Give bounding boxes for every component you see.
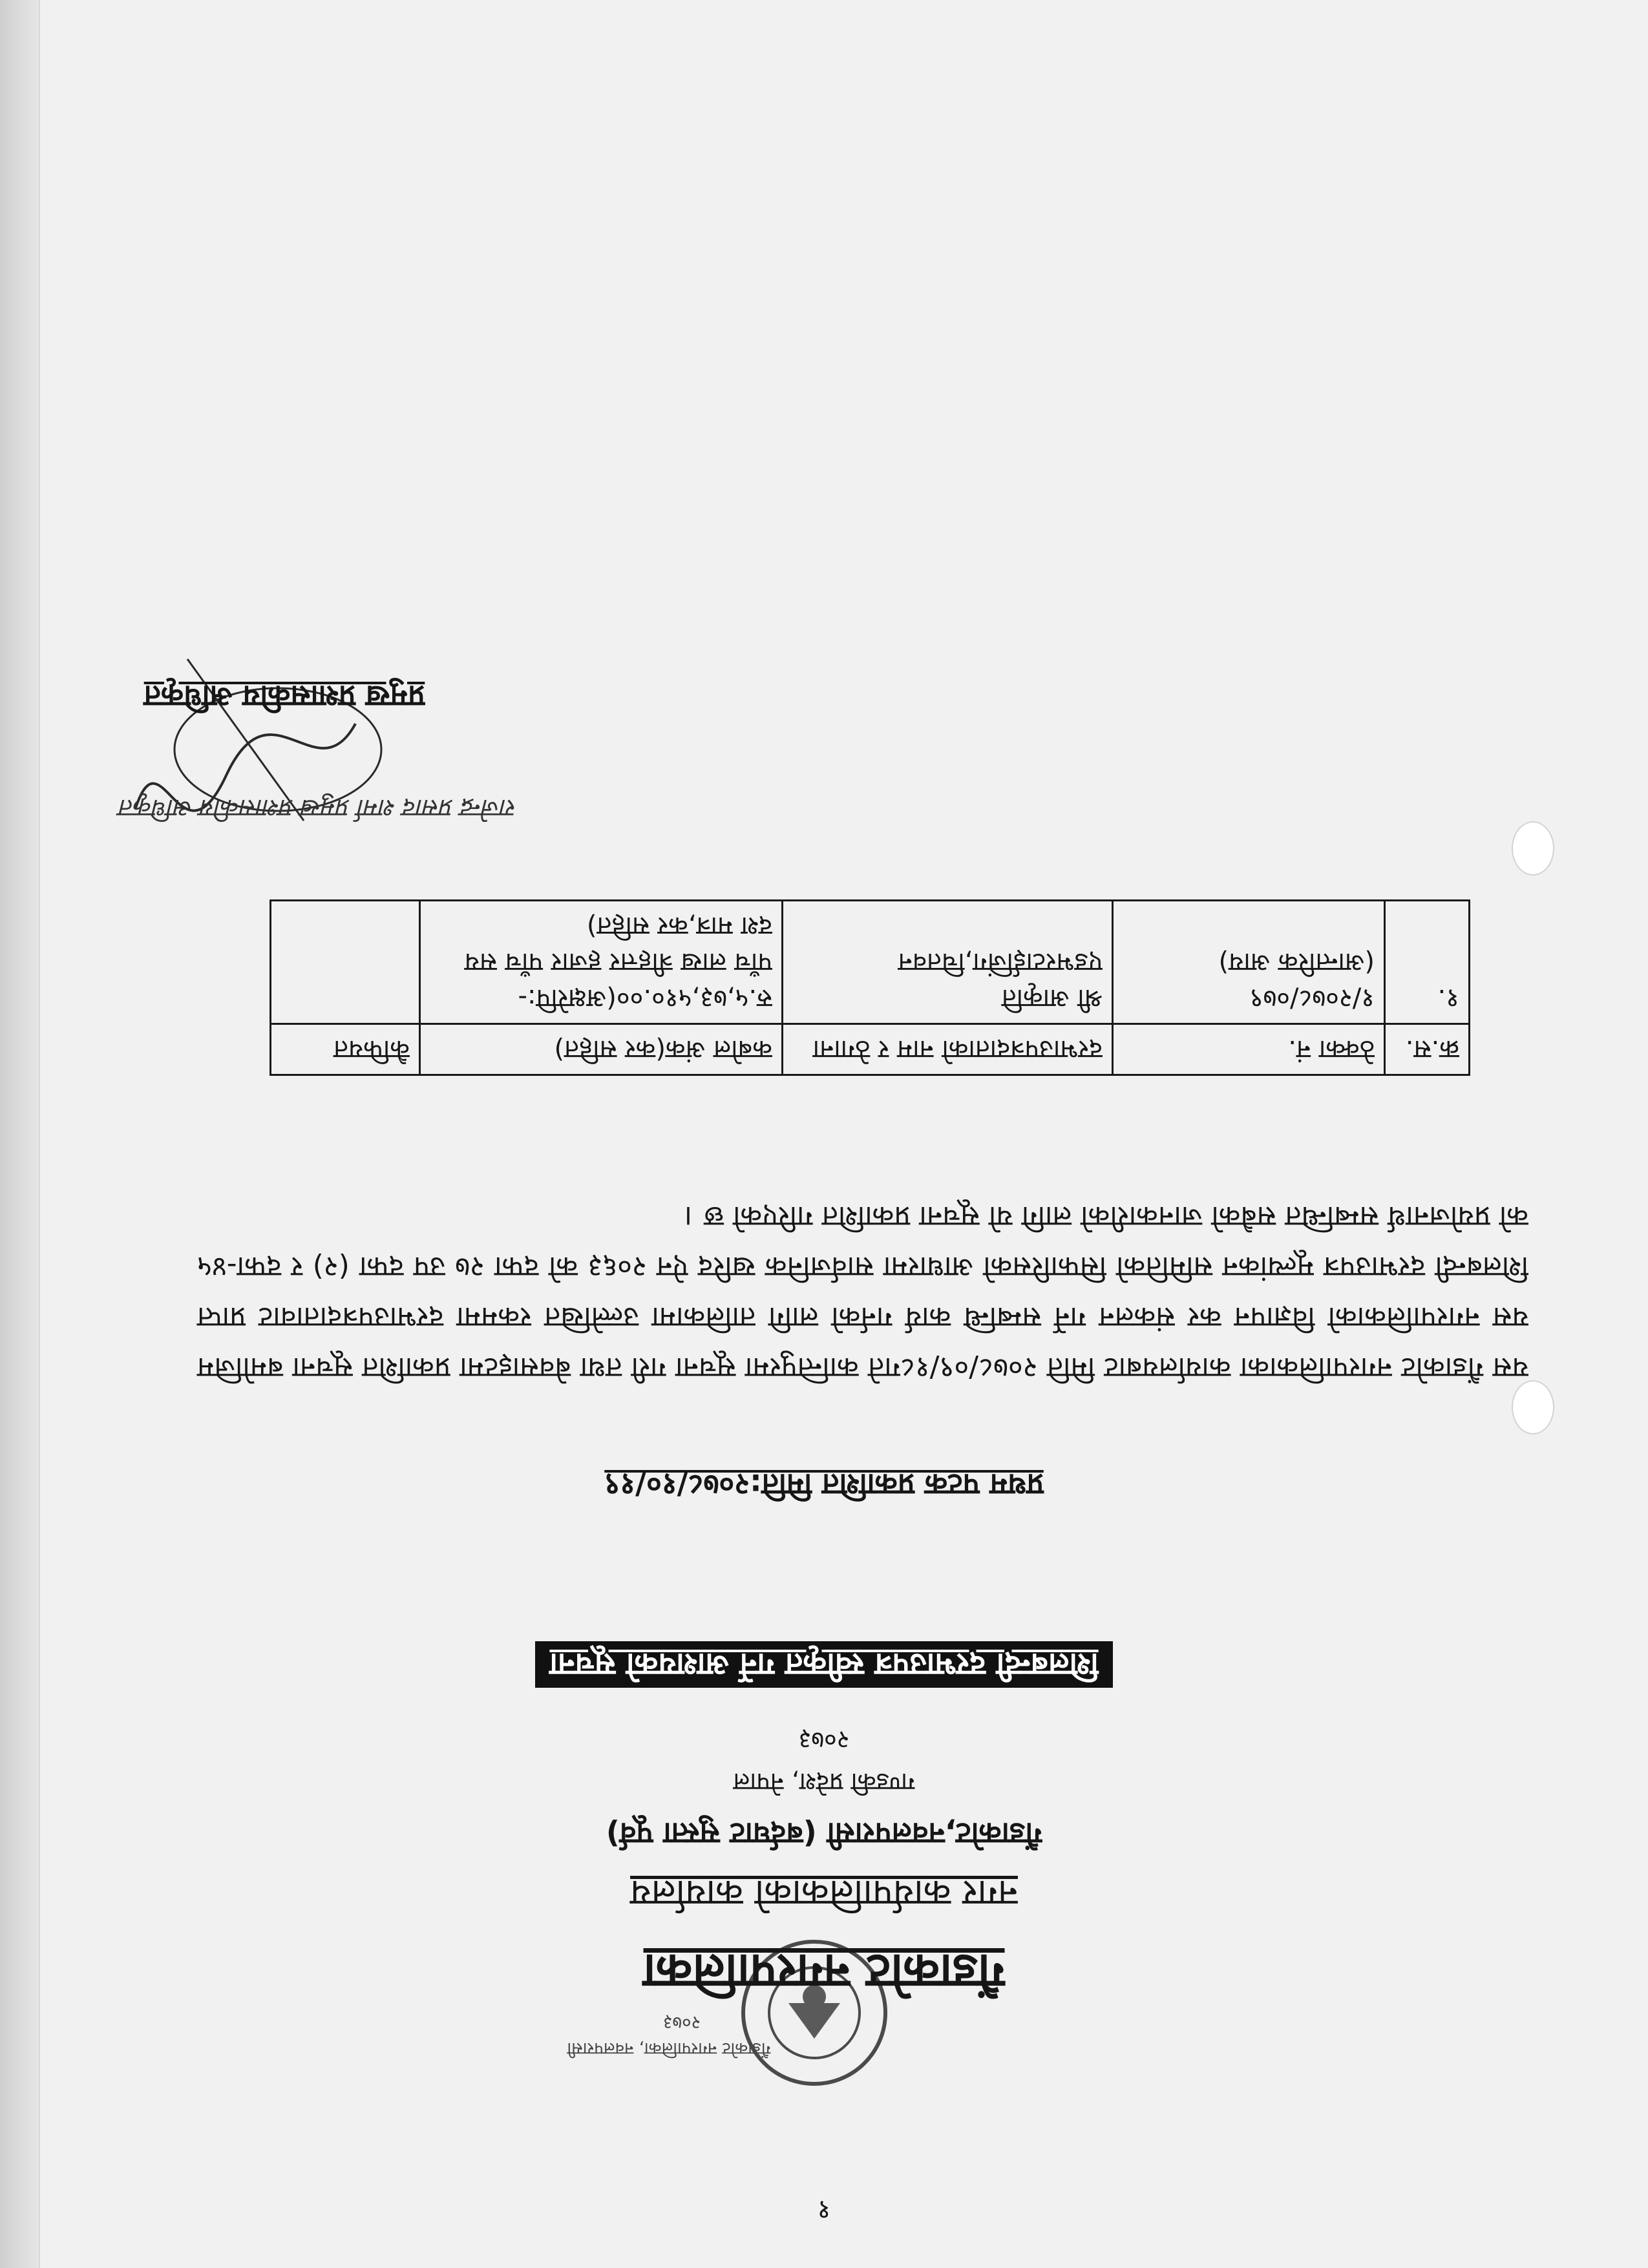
cell-contract [1113,901,1385,1024]
cell-bidder [783,901,1113,1024]
cell-amount [420,901,783,1024]
amount-figure: रु.५,७३,५१०.००(अक्षरेपि:- [518,983,772,1013]
seal-date: २०७३ [662,2012,701,2033]
cell-remarks [271,901,420,1024]
col-remarks: कैफियत [271,1024,420,1075]
notice-body: यस गैंडाकोट नगरपालिकाका कार्यालयबाट मिति २०७८/०९/१८गते कान्तिपुरमा सूचना गरी तथा बेवसाइटमा प्रकाशित सूचना बमोजिम यस नगरपालिकाको विज्ञापन कर संकलन गर्ने सम्बन्धि कार्य गर्नको लागि तालिकामा उल्लेखित रकममा दरभाउपत्रदातावाट प्राप्त शिलबन्दी दरभाउपत्र मूल्यांकन समितिको सिफारिसको आधारमा सार्वजनिक खरिद ऐन २०६३ को दफा २७ उप दफा (२) र दफा-४५ को प्रयोजनार्थ सम्बन्धित सबैको जानकारीको लागि यो सूचना प्रकाशित गरिएको छ । [197,1200,1528,1384]
seal-label: गैंडाकोट नगरपालिका, नवलपरासी [567,2039,771,2058]
signatory-name: राजेन्द्र प्रसाद शर्मा प्रमुख प्रशासकीय अधिकृत [120,794,517,823]
paper-edge [0,0,40,2268]
col-bidder: दरभाउपत्रदाताको नाम र ठेगाना [783,1024,1113,1075]
notice-title-band [0,1644,1648,1686]
col-contract-no: ठेक्का नं. [1113,1024,1385,1075]
contract-type: (आन्तरिक आय) [1218,947,1375,977]
publish-date: प्रथम पटक प्रकाशित मिति:२०७८/१०/१९ [604,1467,1044,1502]
office-name: नगर कार्यपालिकाको कार्यालय [630,1872,1018,1914]
office-address: गैंडाकोट,नवलपरासी (बर्दघाट सुस्ता पूर्व) [606,1816,1042,1851]
signatory-title: प्रमुख प्रशासकीय अधिकृत [143,679,425,714]
punch-hole [1512,821,1554,876]
municipality-name: गैंडाकोट नगरपालिका [643,1944,1005,1999]
bid-table [269,899,1470,1076]
province-line: गण्डकी प्रदेश, नेपाल [733,1768,915,1796]
notice-title: शिलबन्दी दरभाउपत्र स्वीकृत गर्ने आशयको सूचना [535,1641,1112,1688]
year-line: २०७३ [798,1726,850,1754]
bidder-name: श्री आकृति [1001,983,1103,1013]
amount-words: पाँच लाख त्रीहत्तर हजार पाँच सय दश मात्र,कर सहित) [464,911,772,977]
table-header-row [271,1024,1470,1075]
page-number: १ [817,2195,831,2225]
contract-number: १/२०७८/०७९ [1249,983,1375,1013]
table-row [271,901,1470,1024]
bidder-address: एडभरटाईजिंग,चितवन [898,947,1103,977]
cell-sn: १. [1385,901,1470,1024]
col-sn: क्र.स. [1385,1024,1470,1075]
col-amount: कबोल अंक(कर सहित) [420,1024,783,1075]
